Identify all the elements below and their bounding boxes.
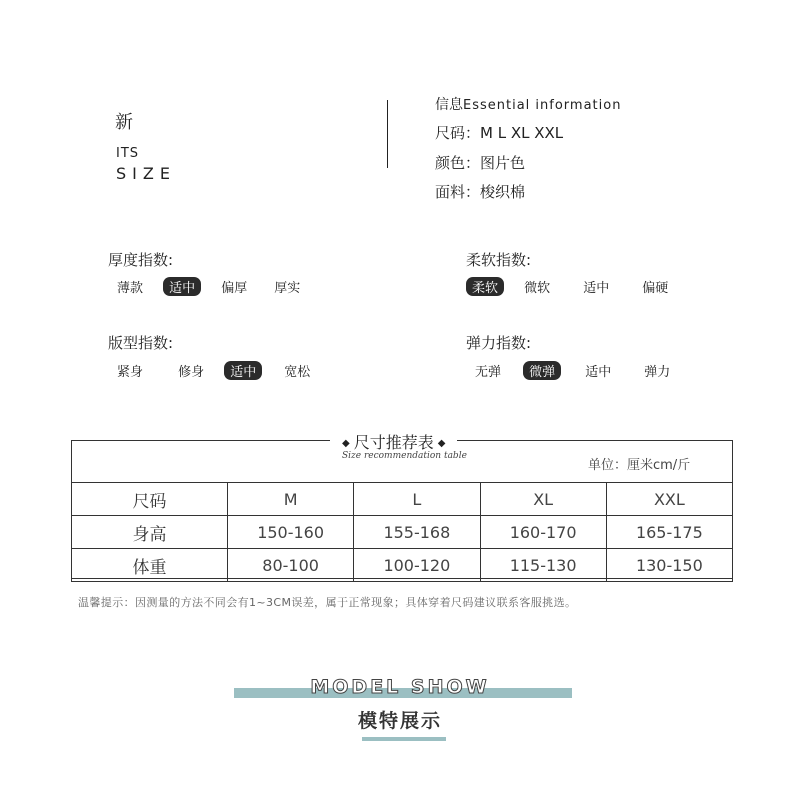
table-cell: 体重 bbox=[72, 549, 228, 582]
table-cell: 100-120 bbox=[354, 549, 480, 582]
diamond-icon: ◆ bbox=[342, 438, 350, 449]
elasticity-option: 无弹 bbox=[474, 365, 501, 380]
size-table-title-text: 尺寸推荐表 bbox=[353, 433, 434, 452]
size-table-title bbox=[330, 430, 457, 453]
info-label: 面料： bbox=[435, 183, 481, 201]
softness-index-title: 柔软指数: bbox=[466, 251, 532, 269]
softness-option: 偏硬 bbox=[642, 281, 669, 296]
divider-line bbox=[387, 100, 388, 168]
info-row-fabric bbox=[435, 181, 525, 202]
info-label: 颜色： bbox=[435, 154, 481, 172]
unit-label: 单位：厘米cm/斤 bbox=[588, 458, 691, 473]
fit-options bbox=[108, 361, 319, 380]
brand-its-label: ITS bbox=[116, 146, 140, 161]
elasticity-index-title: 弹力指数: bbox=[466, 334, 532, 352]
softness-option: 适中 bbox=[583, 281, 610, 296]
table-cell: 155-168 bbox=[354, 516, 480, 549]
elasticity-option: 适中 bbox=[585, 365, 612, 380]
diamond-icon: ◆ bbox=[437, 438, 446, 449]
fit-index-title: 版型指数: bbox=[108, 334, 174, 352]
model-show-underline bbox=[362, 737, 446, 741]
info-title-cn: 信息 bbox=[435, 97, 463, 113]
thickness-option: 薄款 bbox=[116, 281, 143, 296]
softness-options bbox=[466, 277, 677, 296]
table-row bbox=[72, 516, 733, 549]
thickness-index-title: 厚度指数: bbox=[108, 251, 174, 269]
table-cell: 160-170 bbox=[480, 516, 606, 549]
size-table-subtitle: Size recommendation table bbox=[342, 451, 467, 461]
fit-option-selected: 适中 bbox=[224, 361, 262, 380]
elasticity-options bbox=[466, 361, 679, 380]
table-cell: 80-100 bbox=[228, 549, 354, 582]
fit-option: 修身 bbox=[178, 365, 205, 380]
model-show-title-cn: 模特展示 bbox=[357, 710, 442, 732]
fit-option: 宽松 bbox=[284, 365, 311, 380]
fit-option: 紧身 bbox=[116, 365, 143, 380]
table-row bbox=[72, 549, 733, 582]
elasticity-option: 弹力 bbox=[644, 365, 671, 380]
thickness-option: 偏厚 bbox=[221, 281, 248, 296]
table-cell: 150-160 bbox=[228, 516, 354, 549]
info-value: 图片色 bbox=[480, 154, 526, 172]
table-cell: 115-130 bbox=[480, 549, 606, 582]
table-header-row bbox=[72, 483, 733, 516]
brand-new-label: 新 bbox=[115, 112, 133, 133]
measurement-note: 温馨提示：因测量的方法不同会有1~3CM误差，属于正常现象；具体穿着尺码建议联系客服挑选。 bbox=[78, 596, 577, 609]
table-cell: 165-175 bbox=[606, 516, 732, 549]
table-cell: 130-150 bbox=[606, 549, 732, 582]
info-title bbox=[435, 94, 621, 114]
table-cell: L bbox=[354, 483, 480, 516]
softness-option-selected: 柔软 bbox=[466, 277, 504, 296]
softness-option: 微软 bbox=[524, 281, 551, 296]
table-cell: 身高 bbox=[72, 516, 228, 549]
size-table bbox=[71, 482, 733, 582]
info-title-en: Essential information bbox=[463, 98, 622, 113]
elasticity-option-selected: 微弹 bbox=[523, 361, 561, 380]
brand-size-label: SIZE bbox=[116, 164, 176, 183]
info-value: 梭织棉 bbox=[480, 183, 526, 201]
thickness-option: 厚实 bbox=[274, 281, 301, 296]
info-label: 尺码： bbox=[435, 124, 481, 142]
table-cell: XXL bbox=[606, 483, 732, 516]
info-row-color bbox=[435, 152, 525, 173]
table-cell: XL bbox=[480, 483, 606, 516]
thickness-options bbox=[108, 277, 309, 296]
info-value: M L XL XXL bbox=[480, 124, 564, 142]
model-show-title-en: MODEL SHOW bbox=[310, 676, 490, 698]
info-row-size bbox=[435, 122, 563, 143]
table-cell: M bbox=[228, 483, 354, 516]
thickness-option-selected: 适中 bbox=[163, 277, 201, 296]
table-cell: 尺码 bbox=[72, 483, 228, 516]
